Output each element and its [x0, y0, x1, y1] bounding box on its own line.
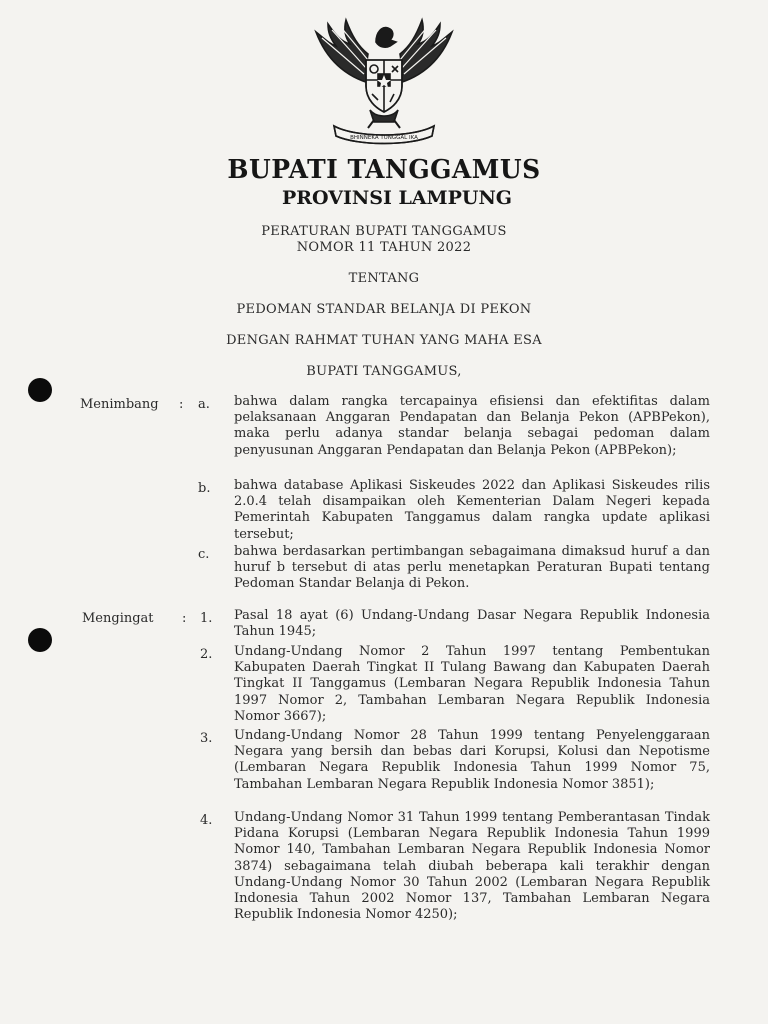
list-marker: 3. — [200, 731, 213, 746]
garuda-emblem-icon — [306, 14, 462, 148]
regulation-name: PERATURAN BUPATI TANGGAMUS — [261, 224, 507, 239]
list-marker: 4. — [200, 813, 213, 828]
regulation-authority: BUPATI TANGGAMUS, — [306, 364, 462, 379]
menimbang-colon: : — [179, 397, 184, 412]
list-marker: c. — [198, 547, 210, 562]
regulation-subject: PEDOMAN STANDAR BELANJA DI PEKON — [236, 302, 532, 317]
list-marker: 1. — [200, 611, 213, 626]
menimbang-item: bahwa berdasarkan pertimbangan sebagaimana dimaksud huruf a dan huruf b tersebut di atas perlu menetapkan Peraturan Bupati tentang Pedoman Standar Belanja di Pekon. — [234, 544, 710, 592]
menimbang-label: Menimbang — [80, 397, 159, 412]
mengingat-item: Undang-Undang Nomor 28 Tahun 1999 tentang Penyelenggaraan Negara yang bersih dan bebas dari Korupsi, Kolusi dan Nepotisme (Lembaran Negara Republik Indonesia Tahun 1999 Nomor 75, Tambahan Lembaran Negara Republik Indonesia Nomor 3851); — [234, 728, 710, 792]
list-marker: b. — [198, 481, 211, 496]
regulation-number: NOMOR 11 TAHUN 2022 — [296, 240, 472, 255]
list-marker: a. — [198, 397, 210, 412]
list-marker: 2. — [200, 647, 213, 662]
regulation-grace: DENGAN RAHMAT TUHAN YANG MAHA ESA — [226, 333, 542, 348]
emblem-motto: BHINNEKA TUNGGAL IKA — [350, 135, 418, 141]
page-title: BUPATI TANGGAMUS — [227, 155, 541, 185]
mengingat-label: Mengingat — [82, 611, 154, 626]
mengingat-item: Undang-Undang Nomor 2 Tahun 1997 tentang Pembentukan Kabupaten Daerah Tingkat II Tulang Bawang dan Kabupaten Daerah Tingkat II Tanggamus (Lembaran Negara Republik Indonesia Tahun 1997 Nomor 2, Tambahan Lembaran Negara Republik Indonesia Nomor 3667); — [234, 644, 710, 724]
page-subtitle: PROVINSI LAMPUNG — [281, 187, 513, 209]
menimbang-item: bahwa database Aplikasi Siskeudes 2022 dan Aplikasi Siskeudes rilis 2.0.4 telah disampaikan oleh Kementerian Dalam Negeri kepada Pemerintah Kabupaten Tanggamus dalam rangka update aplikasi tersebut; — [234, 478, 710, 542]
punch-hole — [28, 628, 52, 652]
mengingat-item: Pasal 18 ayat (6) Undang-Undang Dasar Negara Republik Indonesia Tahun 1945; — [234, 608, 710, 640]
punch-hole — [28, 378, 52, 402]
menimbang-item: bahwa dalam rangka tercapainya efisiensi dan efektifitas dalam pelaksanaan Anggaran Pendapatan dan Belanja Pekon (APBPekon), maka perlu adanya standar belanja sebagai pedoman dalam penyusunan Anggaran Pendapatan dan Belanja Pekon (APBPekon); — [234, 394, 710, 458]
regulation-about: TENTANG — [348, 271, 420, 286]
mengingat-item: Undang-Undang Nomor 31 Tahun 1999 tentang Pemberantasan Tindak Pidana Korupsi (Lembaran Negara Republik Indonesia Tahun 1999 Nomor 140, Tambahan Lembaran Negara Republik Indonesia Nomor 3874) sebagaimana telah diubah beberapa kali terakhir dengan Undang-Undang Nomor 30 Tahun 2002 (Lembaran Negara Republik Indonesia Tahun 2002 Nomor 137, Tambahan Lembaran Negara Republik Indonesia Nomor 4250); — [234, 810, 710, 923]
mengingat-colon: : — [182, 611, 187, 626]
